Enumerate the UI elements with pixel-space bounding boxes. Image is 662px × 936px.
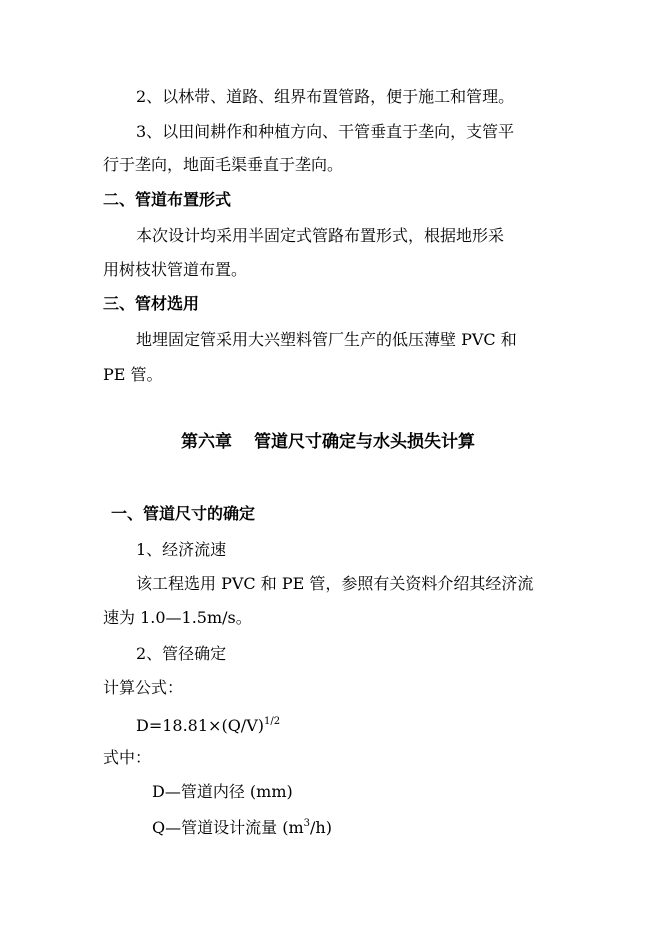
chapter-number: 第六章 <box>181 432 232 452</box>
paragraph-line: PE 管。 <box>103 365 163 384</box>
paragraph-line: 用树枝状管道布置。 <box>103 260 248 279</box>
paragraph-line: 该工程选用 PVC 和 PE 管，参照有关资料介绍其经济流 <box>136 574 534 593</box>
paragraph-line: 3、以田间耕作和种植方向、干管垂直于垄向，支管平 <box>136 122 515 141</box>
subsection-heading: 1、经济流速 <box>136 540 227 559</box>
definition-q <box>152 818 332 838</box>
definition-q-main: Q—管道设计流量 (m <box>152 818 304 837</box>
formula-intro: 计算公式： <box>103 678 184 697</box>
chapter-title: 管道尺寸确定与水头损失计算 <box>254 432 475 452</box>
definition-q-end: /h) <box>310 818 332 837</box>
definition-d: D—管道内径 (mm) <box>152 782 293 801</box>
subsection-heading: 2、管径确定 <box>136 644 227 663</box>
formula-exponent: 1/2 <box>264 716 281 727</box>
chapter-heading <box>181 432 475 452</box>
definition-q-exponent: 3 <box>303 818 310 829</box>
paragraph-line: 本次设计均采用半固定式管路布置形式，根据地形采 <box>136 226 505 245</box>
formula <box>136 716 280 736</box>
paragraph-line: 速为 1.0—1.5m/s。 <box>103 608 252 627</box>
formula-main: D=18.81×(Q/V) <box>136 716 264 735</box>
section-heading: 三、管材选用 <box>103 294 200 313</box>
paragraph-line: 行于垄向，地面毛渠垂直于垄向。 <box>103 155 344 174</box>
section-heading: 一、管道尺寸的确定 <box>111 504 256 523</box>
section-heading: 二、管道布置形式 <box>103 190 232 209</box>
paragraph-line: 地埋固定管采用大兴塑料管厂生产的低压薄壁 PVC 和 <box>136 330 517 349</box>
where-label: 式中： <box>103 748 152 767</box>
paragraph-line: 2、以林带、道路、组界布置管路，便于施工和管理。 <box>136 87 515 106</box>
